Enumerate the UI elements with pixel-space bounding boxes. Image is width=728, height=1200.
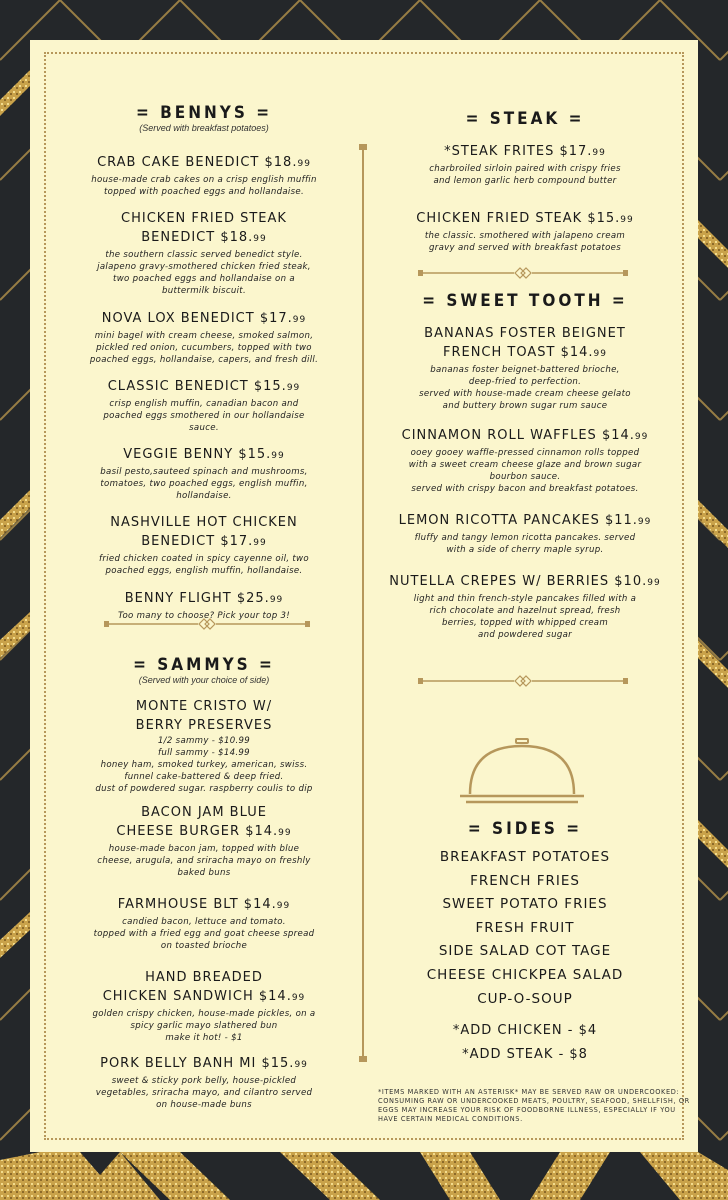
item-price-dollars: $17.	[559, 144, 593, 159]
description-line: on toasted brioche	[160, 941, 248, 951]
item-name-text: BACON JAM BLUE	[141, 805, 267, 820]
description-line: and buttery brown sugar rum sauce	[442, 401, 608, 411]
item-price	[254, 379, 300, 394]
side-item: SWEET POTATO FRIES	[442, 896, 608, 913]
item-price-cents: 99	[634, 432, 649, 442]
description-line: fluffy and tangy lemon ricotta pancakes. served	[414, 533, 636, 543]
side-item: CHEESE CHICKPEA SALAD	[426, 966, 624, 983]
steak-title: = STEAK =	[465, 109, 585, 129]
menu-item-description	[36, 249, 372, 297]
description-line: and powdered sugar	[478, 630, 572, 640]
description-line: bourbon sauce.	[489, 472, 561, 482]
item-price-cents: 99	[297, 159, 311, 169]
item-name-text-line2: BERRY PRESERVES	[135, 718, 273, 733]
menu-item	[36, 445, 372, 502]
item-price-dollars: $10.	[614, 574, 648, 589]
item-name-text: MONTE CRISTO W/	[135, 699, 273, 714]
steak-items	[372, 142, 678, 254]
side-item: FRESH FRUIT	[475, 919, 575, 936]
description-line: candied bacon, lettuce and tomato.	[122, 917, 286, 927]
description-line: mini bagel with cream cheese, smoked salmon,	[94, 331, 314, 341]
item-price	[605, 513, 651, 528]
menu-item-name	[372, 142, 678, 163]
sides-addons	[372, 1019, 678, 1067]
menu-item-name	[36, 968, 372, 1008]
side-item: FRENCH FRIES	[470, 872, 580, 889]
item-name-text: NASHVILLE HOT CHICKEN	[110, 515, 298, 530]
item-name-text: HAND BREADED	[145, 970, 263, 985]
item-price-dollars: $17.	[259, 311, 293, 326]
description-line: baked buns	[177, 868, 231, 878]
menu-item-name	[36, 445, 372, 466]
item-price	[587, 211, 633, 226]
menu-item	[36, 377, 372, 434]
sweet-items	[372, 324, 678, 641]
side-item: SIDE SALAD COT TAGE	[438, 943, 612, 960]
menu-item	[36, 1054, 372, 1111]
menu-item-description	[36, 330, 372, 366]
menu-item-name	[36, 153, 372, 174]
side-addon: *ADD CHICKEN - $4	[452, 1023, 598, 1039]
item-price-dollars: $15.	[238, 447, 272, 462]
description-line: buttermilk biscuit.	[162, 286, 246, 296]
menu-item-description	[372, 364, 678, 412]
item-price-dollars: $18.	[220, 230, 254, 245]
description-line: honey ham, smoked turkey, american, swiss.	[100, 760, 308, 770]
description-line: bananas foster beignet-battered brioche,	[430, 365, 620, 375]
description-line: Too many to choose? Pick your top 3!	[117, 611, 291, 621]
menu-item-description	[372, 163, 678, 187]
sweet-tooth-section	[372, 292, 678, 641]
item-price-dollars: $18.	[264, 155, 298, 170]
description-line: gravy and served with breakfast potatoes	[428, 243, 621, 253]
item-price	[561, 345, 607, 360]
menu-item-name	[372, 511, 678, 532]
menu-item-description	[36, 466, 372, 502]
description-line: dust of powdered sugar. raspberry coulis to dip	[95, 784, 313, 794]
item-price	[244, 897, 290, 912]
item-price-dollars: $14.	[258, 989, 292, 1004]
menu-item-name	[36, 309, 372, 330]
menu-item	[36, 153, 372, 198]
menu-item	[372, 209, 678, 254]
bennys-items	[36, 153, 372, 622]
description-line: and lemon garlic herb compound butter	[433, 176, 617, 186]
menu-item-description	[36, 1008, 372, 1044]
item-price-cents: 99	[647, 578, 661, 588]
item-price	[220, 230, 266, 245]
item-name-text-line2: CHICKEN SANDWICH	[102, 989, 254, 1004]
menu-item-name	[372, 209, 678, 230]
item-price-dollars: $15.	[261, 1056, 295, 1071]
item-price-dollars: $17.	[220, 534, 254, 549]
item-name-text: CINNAMON ROLL WAFFLES	[401, 428, 597, 443]
item-price	[261, 1056, 307, 1071]
sammys-subtitle: (Served with your choice of side)	[138, 675, 270, 685]
bennys-subtitle: (Served with breakfast potatoes)	[139, 123, 269, 133]
item-name-text: CHICKEN FRIED STEAK	[121, 211, 287, 226]
diamond-divider-icon	[104, 617, 310, 631]
item-price-cents: 99	[271, 451, 285, 461]
item-name-text-line2: BENEDICT	[141, 230, 216, 245]
menu-item-description	[36, 735, 372, 795]
menu-item-description	[372, 230, 678, 254]
item-price-dollars: $25.	[236, 591, 270, 606]
description-line: jalapeno gravy-smothered chicken fried steak,	[97, 262, 311, 272]
description-line: house-made crab cakes on a crisp english muffin	[91, 175, 317, 185]
sammys-section	[36, 656, 372, 1111]
steak-section	[372, 110, 678, 254]
description-line: poached eggs, english muffin, hollandaise.	[105, 566, 303, 576]
description-line: cheese, arugula, and sriracha mayo on freshly	[97, 856, 311, 866]
description-line: deep-fried to perfection.	[468, 377, 582, 387]
description-line: poached eggs, hollandaise, capers, and fresh dill.	[89, 355, 319, 365]
description-line: sauce.	[189, 423, 219, 433]
description-line: charbroiled sirloin paired with crispy fries	[429, 164, 621, 174]
item-name-text: LEMON RICOTTA PANCAKES	[398, 513, 600, 528]
item-price-cents: 99	[592, 148, 606, 158]
item-price-cents: 99	[593, 349, 607, 359]
bennys-title: = BENNYS =	[135, 103, 273, 123]
description-line: basil pesto,sauteed spinach and mushrooms,	[100, 467, 308, 477]
description-line: with a sweet cream cheese glaze and brown sugar	[408, 460, 642, 470]
item-price-cents: 99	[253, 538, 267, 548]
description-line: light and thin french-style pancakes filled with a	[413, 594, 637, 604]
diamond-divider-icon	[418, 266, 628, 280]
menu-item-name	[36, 377, 372, 398]
description-line: make it hot! - $1	[165, 1033, 243, 1043]
item-name-text: PORK BELLY BANH MI	[100, 1056, 257, 1071]
sides-section	[372, 820, 678, 1067]
menu-item	[36, 513, 372, 577]
side-item: BREAKFAST POTATOES	[439, 849, 611, 865]
sammys-items	[36, 697, 372, 1111]
item-name-text-line2: CHEESE BURGER	[116, 824, 241, 839]
menu-item	[36, 309, 372, 366]
item-name-text: BANANAS FOSTER BEIGNET	[424, 326, 626, 341]
description-line: crisp english muffin, canadian bacon and	[109, 399, 299, 409]
item-price-dollars: $14.	[243, 897, 277, 912]
description-line: spicy garlic mayo slathered bun	[130, 1021, 278, 1031]
menu-item	[372, 572, 678, 641]
item-price-dollars: $15.	[587, 211, 621, 226]
description-line: with a side of cherry maple syrup.	[446, 545, 604, 555]
menu-item	[372, 426, 678, 495]
item-price	[245, 824, 291, 839]
menu-item-name	[36, 1054, 372, 1075]
item-name-text: CLASSIC BENEDICT	[107, 379, 249, 394]
menu-item-description	[36, 1075, 372, 1111]
item-price	[260, 311, 306, 326]
description-line: full sammy - $14.99	[158, 748, 250, 758]
item-name-text: VEGGIE BENNY	[123, 447, 234, 462]
menu-item-name	[36, 589, 372, 610]
menu-item	[36, 895, 372, 952]
item-name-text: NUTELLA CREPES W/ BERRIES	[389, 574, 610, 589]
description-line: poached eggs smothered in our hollandaise	[103, 411, 305, 421]
menu-item	[36, 803, 372, 879]
sides-list	[372, 846, 678, 1011]
bennys-section	[36, 104, 372, 622]
item-price-cents: 99	[291, 993, 306, 1003]
item-price-cents: 99	[276, 901, 291, 911]
description-line: pickled red onion, cucumbers, topped with two	[96, 343, 312, 353]
side-item: CUP-O-SOUP	[477, 990, 573, 1007]
sammys-title: = SAMMYS =	[133, 655, 275, 675]
description-line: funnel cake-battered & deep fried.	[124, 772, 284, 782]
menu-item-description	[36, 174, 372, 198]
description-line: on house-made buns	[156, 1100, 252, 1110]
menu-item	[36, 697, 372, 795]
item-price-cents: 99	[637, 517, 652, 527]
item-price-dollars: $11.	[604, 513, 638, 528]
item-name-text: NOVA LOX BENEDICT	[101, 311, 255, 326]
item-price-cents: 99	[278, 828, 292, 838]
sides-title: = SIDES =	[467, 819, 583, 839]
item-price	[237, 591, 283, 606]
menu-item-name	[372, 572, 678, 593]
menu-item-description	[372, 593, 678, 641]
item-price-cents: 99	[286, 383, 301, 393]
description-line: two poached eggs and hollandaise on a	[113, 274, 295, 284]
menu-item	[36, 968, 372, 1044]
description-line: sweet & sticky pork belly, house-pickled	[111, 1076, 297, 1086]
menu-item-description	[36, 398, 372, 434]
menu-item-description	[36, 553, 372, 577]
item-price-dollars: $14.	[245, 824, 279, 839]
menu-item	[372, 324, 678, 412]
item-price-cents: 99	[294, 1060, 308, 1070]
menu-item-name	[372, 426, 678, 447]
menu-item	[36, 209, 372, 297]
menu-item-description	[36, 916, 372, 952]
menu-item-name	[372, 324, 678, 364]
raw-food-disclaimer: *ITEMS MARKED WITH AN ASTERISK* MAY BE SERVED RAW OR UNDERCOOKED: CONSUMING RAW OR UNDERCOOKED MEATS, POULTRY, SEAFOOD, SHELLFISH, OR EGGS MAY INCREASE YOUR RISK OF FOODBORNE ILLNESS, ESPECIALLY IF YOU HAVE CERTAIN MEDICAL CONDITIONS.	[378, 1088, 690, 1123]
item-price-dollars: $14.	[601, 428, 635, 443]
menu-item-name	[36, 513, 372, 553]
item-name-text: CHICKEN FRIED STEAK	[416, 211, 583, 226]
description-line: house-made bacon jam, topped with blue	[108, 844, 300, 854]
sweet-tooth-title: = SWEET TOOTH =	[422, 291, 628, 311]
diamond-divider-icon	[418, 674, 628, 688]
item-price	[220, 534, 266, 549]
menu-item	[372, 142, 678, 187]
item-name-text-line2: FRENCH TOAST	[442, 345, 556, 360]
description-line: ooey gooey waffle-pressed cinnamon rolls topped	[410, 448, 640, 458]
description-line: 1/2 sammy - $10.99	[157, 736, 251, 746]
description-line: served with crispy bacon and breakfast potatoes.	[411, 484, 639, 494]
description-line: rich chocolate and hazelnut spread, fresh	[429, 606, 621, 616]
item-price-cents: 99	[269, 595, 284, 605]
cloche-icon	[458, 736, 586, 808]
description-line: the southern classic served benedict style.	[105, 250, 303, 260]
description-line: topped with a fried egg and goat cheese spread	[93, 929, 315, 939]
item-price	[259, 989, 305, 1004]
item-price-dollars: $14.	[560, 345, 594, 360]
side-addon: *ADD STEAK - $8	[462, 1047, 588, 1063]
item-price	[265, 155, 311, 170]
item-price	[602, 428, 648, 443]
description-line: served with house-made cream cheese gelato	[419, 389, 631, 399]
menu-item-name	[36, 895, 372, 916]
menu-item-name	[36, 697, 372, 735]
menu-item-name	[36, 803, 372, 843]
description-line: the classic. smothered with jalapeno cream	[424, 231, 626, 241]
item-price	[559, 144, 605, 159]
item-price	[614, 574, 660, 589]
menu-item-description	[372, 447, 678, 495]
description-line: golden crispy chicken, house-made pickles, on a	[92, 1009, 316, 1019]
item-price-dollars: $15.	[253, 379, 287, 394]
item-name-text: FARMHOUSE BLT	[117, 897, 239, 912]
description-line: fried chicken coated in spicy cayenne oil, two	[99, 554, 309, 564]
item-name-text: CRAB CAKE BENEDICT	[97, 155, 260, 170]
description-line: hollandaise.	[176, 491, 232, 501]
menu-item-description	[36, 843, 372, 879]
item-price-cents: 99	[292, 315, 307, 325]
description-line: berries, topped with whipped cream	[441, 618, 609, 628]
menu-item-name	[36, 209, 372, 249]
item-price	[238, 447, 284, 462]
item-name-text: *STEAK FRITES	[444, 144, 555, 159]
item-price-cents: 99	[253, 234, 267, 244]
description-line: topped with poached eggs and hollandaise.	[103, 187, 304, 197]
item-price-cents: 99	[620, 215, 634, 225]
description-line: vegetables, sriracha mayo, and cilantro served	[95, 1088, 313, 1098]
description-line: tomatoes, two poached eggs, english muffin,	[100, 479, 308, 489]
item-name-text-line2: BENEDICT	[141, 534, 216, 549]
item-name-text: BENNY FLIGHT	[124, 591, 232, 606]
menu-item-description	[372, 532, 678, 556]
menu-item	[372, 511, 678, 556]
